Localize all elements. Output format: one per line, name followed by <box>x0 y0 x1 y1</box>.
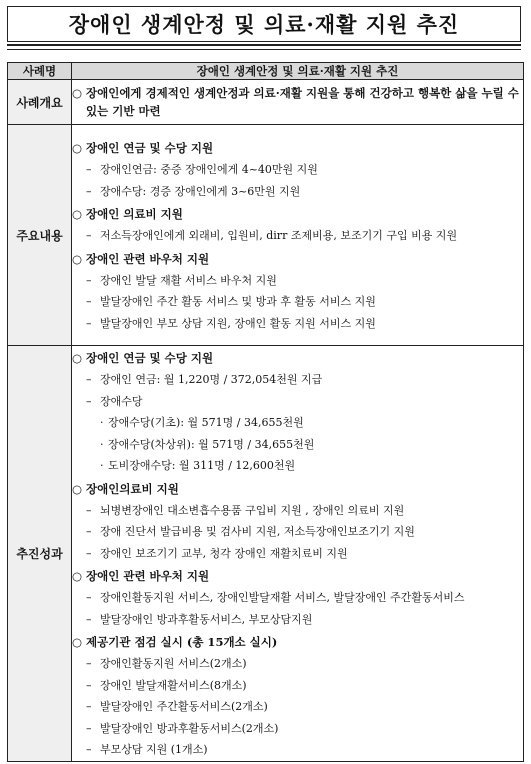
circle-bullet-icon: ○ <box>72 86 83 100</box>
title-divider-thin <box>7 49 521 50</box>
title-divider <box>7 44 521 46</box>
dash-bullet-icon: – <box>86 525 92 539</box>
title-box <box>7 6 521 42</box>
results-row <box>8 346 524 762</box>
dash-bullet-icon: – <box>86 229 92 242</box>
circle-bullet-icon: ○ <box>72 351 83 366</box>
dash-bullet-icon: – <box>86 273 92 287</box>
list-item: – 장애인 발달 재활 서비스 바우처 지원 <box>86 270 523 292</box>
dash-bullet-icon: – <box>86 546 92 560</box>
list-item: – 장애인 연금: 월 1,220명 / 372,054천원 지급 <box>86 369 523 391</box>
list-item: – 발달장애인 방과후활동서비스, 부모상담지원 <box>86 609 523 631</box>
dash-bullet-icon: – <box>86 700 92 714</box>
table-header-row <box>8 63 524 80</box>
main-content-row <box>8 125 524 346</box>
dot-bullet-icon: · <box>100 416 104 430</box>
section-title: ○ 장애인 의료비 지원 <box>72 207 183 221</box>
dot-bullet-icon: · <box>100 459 104 473</box>
list-item: – 발달장애인 부모 상담 지원, 장애인 활동 지원 서비스 지원 <box>86 313 523 335</box>
list-item: – 부모상담 지원 (1개소) <box>86 739 523 761</box>
sub-item: · 도비장애수당: 월 311명 / 12,600천원 <box>100 455 523 477</box>
list-item: – 장애인활동지원 서비스, 장애인발달재활 서비스, 발달장애인 주간활동서비스 <box>86 587 523 609</box>
dot-bullet-icon: · <box>100 437 104 451</box>
list-item: – 저소득장애인에게 외래비, 입원비, dirr 조제비용, 보조기기 구입 비용 지원 <box>86 225 523 247</box>
main-content-body <box>72 125 524 346</box>
overview-content <box>72 80 524 125</box>
circle-bullet-icon: ○ <box>72 207 83 221</box>
list-item: – 발달장애인 방과후활동서비스(2개소) <box>86 718 523 740</box>
circle-bullet-icon: ○ <box>72 569 83 584</box>
section-title: ○ 장애인 관련 바우처 지원 <box>72 251 210 266</box>
main-content-label: 주요내용 <box>8 125 72 346</box>
list-item: – 장애 진단서 발급비용 및 검사비 지원, 저소득장애인보조기기 지원 <box>86 521 523 543</box>
circle-bullet-icon: ○ <box>72 251 83 266</box>
section-title: ○ 장애인의료비 지원 <box>72 481 179 496</box>
dash-bullet-icon: – <box>86 163 92 176</box>
list-item: – 발달장애인 주간활동서비스(2개소) <box>86 696 523 718</box>
overview-line-2: 있는 기반 마련 <box>86 104 161 118</box>
circle-bullet-icon: ○ <box>72 141 83 155</box>
overview-label: 사례개요 <box>8 80 72 125</box>
list-item: – 장애인 보조기기 교부, 청각 장애인 재활치료비 지원 <box>86 543 523 565</box>
list-item: – 장애인연금: 중증 장애인에게 4~40만원 지원 <box>86 159 523 181</box>
dash-bullet-icon: – <box>86 591 92 605</box>
case-table <box>7 62 524 762</box>
header-case-name: 사례명 <box>8 63 72 80</box>
dash-bullet-icon: – <box>86 721 92 735</box>
overview-row <box>8 80 524 125</box>
dash-bullet-icon: – <box>86 373 92 387</box>
list-item: – 발달장애인 주간 활동 서비스 및 방과 후 활동 서비스 지원 <box>86 291 523 313</box>
dash-bullet-icon: – <box>86 612 92 626</box>
results-body <box>72 346 524 762</box>
dash-bullet-icon: – <box>86 316 92 330</box>
list-item: – 장애수당: 경증 장애인에게 3~6만원 지원 <box>86 181 523 203</box>
sub-item: · 장애수당(차상위): 월 571명 / 34,655천원 <box>100 434 523 456</box>
circle-bullet-icon: ○ <box>72 635 83 650</box>
section-title: ○ 장애인 연금 및 수당 지원 <box>72 351 214 366</box>
sub-item: · 장애수당(기초): 월 571명 / 34,655천원 <box>100 412 523 434</box>
list-item: – 뇌병변장애인 대소변흡수용품 구입비 지원 , 장애인 의료비 지원 <box>86 500 523 522</box>
circle-bullet-icon: ○ <box>72 481 83 496</box>
dash-bullet-icon: – <box>86 394 92 408</box>
list-item: – 장애인활동지원 서비스(2개소) <box>86 653 523 675</box>
dash-bullet-icon: – <box>86 295 92 308</box>
dash-bullet-icon: – <box>86 657 92 671</box>
dash-bullet-icon: – <box>86 678 92 692</box>
dash-bullet-icon: – <box>86 184 92 198</box>
results-label: 추진성과 <box>8 346 72 762</box>
list-item: – 장애수당 <box>86 391 523 413</box>
section-title: ○ 장애인 연금 및 수당 지원 <box>72 141 214 155</box>
list-item: – 장애인 발달재활서비스(8개소) <box>86 675 523 697</box>
dash-bullet-icon: – <box>86 743 92 757</box>
overview-line-1: 장애인에게 경제적인 생계안정과 의료·재활 지원을 통해 건강하고 행복한 삶을 누릴 수 <box>86 86 519 100</box>
page-title: 장애인 생계안정 및 의료·재활 지원 추진 <box>68 12 460 37</box>
section-title: ○ 장애인 관련 바우처 지원 <box>72 569 210 584</box>
header-case-title: 장애인 생계안정 및 의료·재활 지원 추진 <box>72 63 524 80</box>
dash-bullet-icon: – <box>86 503 92 517</box>
section-title: ○ 제공기관 점검 실시 (총 15개소 실시) <box>72 635 278 650</box>
